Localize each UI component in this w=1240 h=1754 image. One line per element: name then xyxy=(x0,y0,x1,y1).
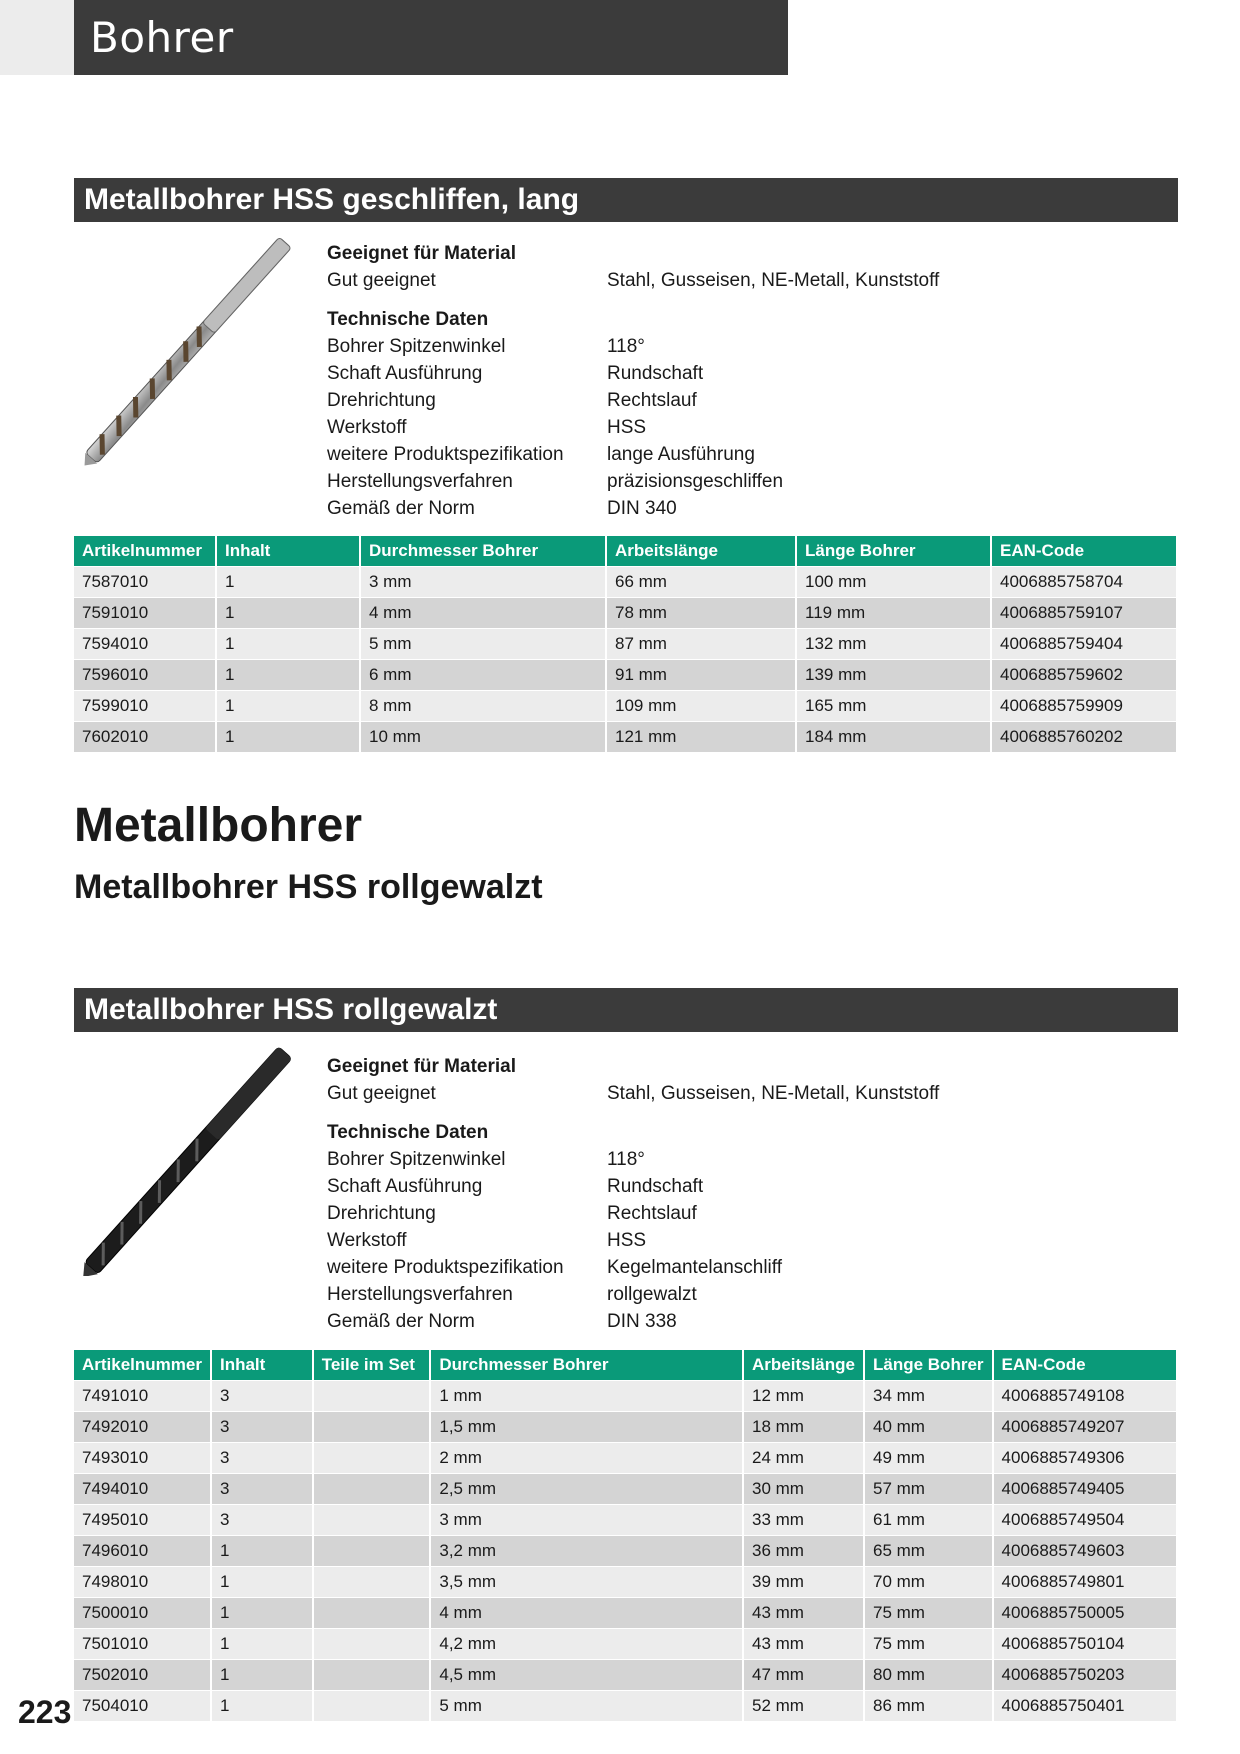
table-cell: 40 mm xyxy=(864,1412,993,1443)
table-cell: 43 mm xyxy=(743,1598,864,1629)
table-cell: 3 xyxy=(211,1505,313,1536)
table-cell: 3,2 mm xyxy=(430,1536,743,1567)
table-cell: 47 mm xyxy=(743,1660,864,1691)
table-cell: 119 mm xyxy=(796,598,991,629)
table-cell: 7596010 xyxy=(74,660,216,691)
table-row xyxy=(74,1474,1176,1505)
section1-spec-block xyxy=(327,240,967,522)
table-cell: 5 mm xyxy=(360,629,606,660)
table-row xyxy=(74,1629,1176,1660)
column-header: EAN-Code xyxy=(993,1350,1176,1381)
table-row xyxy=(74,598,1176,629)
table-row xyxy=(74,691,1176,722)
table-cell: 1,5 mm xyxy=(430,1412,743,1443)
table-cell: 10 mm xyxy=(360,722,606,753)
column-header: Durchmesser Bohrer xyxy=(360,536,606,567)
table-cell: 7491010 xyxy=(74,1381,211,1412)
table-row xyxy=(74,660,1176,691)
table-cell: 80 mm xyxy=(864,1660,993,1691)
table-cell: 52 mm xyxy=(743,1691,864,1722)
table-cell: 4006885759909 xyxy=(991,691,1176,722)
table-cell: 6 mm xyxy=(360,660,606,691)
spec-row: Gut geeignet Stahl, Gusseisen, NE-Metall, Kunststoff xyxy=(327,270,940,291)
table-cell: 3 xyxy=(211,1474,313,1505)
table-cell: 7591010 xyxy=(74,598,216,629)
table-cell: 1 xyxy=(211,1567,313,1598)
table-cell: 43 mm xyxy=(743,1629,864,1660)
table-cell: 7500010 xyxy=(74,1598,211,1629)
table-row xyxy=(74,1381,1176,1412)
material-heading: Geeignet für Material xyxy=(327,1056,516,1077)
spec-row: Gut geeignet Stahl, Gusseisen, NE-Metall, Kunststoff xyxy=(327,1083,940,1104)
table-cell: 121 mm xyxy=(606,722,796,753)
table-cell xyxy=(313,1443,431,1474)
spec-row: Gemäß der Norm DIN 338 xyxy=(327,1311,677,1332)
table-row xyxy=(74,1660,1176,1691)
table-cell xyxy=(313,1660,431,1691)
section2-article-table xyxy=(74,1350,1176,1721)
table-cell: 4006885759107 xyxy=(991,598,1176,629)
table-cell: 4,2 mm xyxy=(430,1629,743,1660)
table-cell: 7599010 xyxy=(74,691,216,722)
table-cell xyxy=(313,1536,431,1567)
table-cell: 4 mm xyxy=(360,598,606,629)
table-cell: 1 xyxy=(211,1629,313,1660)
table-cell xyxy=(313,1629,431,1660)
column-header: Durchmesser Bohrer xyxy=(430,1350,743,1381)
table-cell: 49 mm xyxy=(864,1443,993,1474)
table-cell: 1 xyxy=(216,722,360,753)
column-header: Länge Bohrer xyxy=(796,536,991,567)
table-cell: 4006885749306 xyxy=(993,1443,1176,1474)
column-header: Länge Bohrer xyxy=(864,1350,993,1381)
table-row xyxy=(74,1691,1176,1722)
table-cell: 1 xyxy=(216,691,360,722)
table-cell: 7502010 xyxy=(74,1660,211,1691)
table-row xyxy=(74,1567,1176,1598)
spec-row: Herstellungsverfahren rollgewalzt xyxy=(327,1284,697,1305)
table-cell: 132 mm xyxy=(796,629,991,660)
table-cell: 1 xyxy=(211,1691,313,1722)
tech-heading: Technische Daten xyxy=(327,309,489,330)
table-cell: 7594010 xyxy=(74,629,216,660)
table-cell: 4,5 mm xyxy=(430,1660,743,1691)
page-header-title: Bohrer xyxy=(74,0,788,75)
category-subtitle: Metallbohrer HSS rollgewalzt xyxy=(74,868,543,906)
column-header: EAN-Code xyxy=(991,536,1176,567)
table-cell: 3 xyxy=(211,1412,313,1443)
table-cell: 7495010 xyxy=(74,1505,211,1536)
table-cell: 4006885760202 xyxy=(991,722,1176,753)
table-cell: 8 mm xyxy=(360,691,606,722)
table-cell xyxy=(313,1598,431,1629)
column-header: Teile im Set xyxy=(313,1350,431,1381)
table-cell: 33 mm xyxy=(743,1505,864,1536)
table-row xyxy=(74,1505,1176,1536)
table-cell xyxy=(313,1691,431,1722)
table-cell: 1 xyxy=(211,1598,313,1629)
spec-row: Werkstoff HSS xyxy=(327,1230,647,1251)
tech-heading: Technische Daten xyxy=(327,1122,489,1143)
table-cell: 4006885749504 xyxy=(993,1505,1176,1536)
table-cell: 3 mm xyxy=(430,1505,743,1536)
table-cell: 30 mm xyxy=(743,1474,864,1505)
spec-row: Herstellungsverfahren präzisionsgeschliffen xyxy=(327,471,784,492)
table-cell: 18 mm xyxy=(743,1412,864,1443)
table-cell: 4006885749405 xyxy=(993,1474,1176,1505)
table-cell xyxy=(313,1381,431,1412)
column-header: Arbeitslänge xyxy=(606,536,796,567)
table-cell: 57 mm xyxy=(864,1474,993,1505)
table-cell: 100 mm xyxy=(796,567,991,598)
table-cell: 36 mm xyxy=(743,1536,864,1567)
table-cell: 39 mm xyxy=(743,1567,864,1598)
table-cell: 1 xyxy=(216,660,360,691)
section1-article-table xyxy=(74,536,1176,752)
table-cell: 7494010 xyxy=(74,1474,211,1505)
table-row xyxy=(74,629,1176,660)
table-cell: 1 mm xyxy=(430,1381,743,1412)
table-row xyxy=(74,1412,1176,1443)
table-cell: 4006885749603 xyxy=(993,1536,1176,1567)
table-cell: 1 xyxy=(211,1660,313,1691)
table-cell: 184 mm xyxy=(796,722,991,753)
table-row xyxy=(74,1536,1176,1567)
spec-row: Drehrichtung Rechtslauf xyxy=(327,390,697,411)
category-title: Metallbohrer xyxy=(74,799,363,852)
spec-row: Drehrichtung Rechtslauf xyxy=(327,1203,697,1224)
spec-row: Schaft Ausführung Rundschaft xyxy=(327,1176,704,1197)
table-cell: 24 mm xyxy=(743,1443,864,1474)
spec-row: Bohrer Spitzenwinkel 118° xyxy=(327,336,645,357)
table-header-row xyxy=(74,1350,1176,1381)
section2-title-bar: Metallbohrer HSS rollgewalzt xyxy=(74,988,1178,1032)
table-cell: 4006885750005 xyxy=(993,1598,1176,1629)
table-cell: 2 mm xyxy=(430,1443,743,1474)
table-cell: 91 mm xyxy=(606,660,796,691)
table-cell: 165 mm xyxy=(796,691,991,722)
table-cell: 139 mm xyxy=(796,660,991,691)
table-cell xyxy=(313,1567,431,1598)
table-row xyxy=(74,567,1176,598)
table-cell: 4006885749207 xyxy=(993,1412,1176,1443)
table-cell: 4 mm xyxy=(430,1598,743,1629)
column-header: Artikelnummer xyxy=(74,536,216,567)
table-cell: 4006885749108 xyxy=(993,1381,1176,1412)
table-cell: 4006885750104 xyxy=(993,1629,1176,1660)
table-cell: 109 mm xyxy=(606,691,796,722)
spec-row: Werkstoff HSS xyxy=(327,417,647,438)
table-cell: 7504010 xyxy=(74,1691,211,1722)
table-row xyxy=(74,1443,1176,1474)
table-cell: 4006885758704 xyxy=(991,567,1176,598)
spec-row: Schaft Ausführung Rundschaft xyxy=(327,363,704,384)
table-cell: 4006885750401 xyxy=(993,1691,1176,1722)
table-cell: 7602010 xyxy=(74,722,216,753)
table-cell: 3 xyxy=(211,1381,313,1412)
table-cell: 66 mm xyxy=(606,567,796,598)
table-cell: 7501010 xyxy=(74,1629,211,1660)
table-cell: 1 xyxy=(211,1536,313,1567)
table-cell: 4006885749801 xyxy=(993,1567,1176,1598)
table-cell: 7587010 xyxy=(74,567,216,598)
table-cell: 7493010 xyxy=(74,1443,211,1474)
table-cell: 3 mm xyxy=(360,567,606,598)
table-row xyxy=(74,722,1176,753)
table-cell: 4006885759602 xyxy=(991,660,1176,691)
drill-bit-rolled-image xyxy=(74,1046,304,1276)
table-cell: 34 mm xyxy=(864,1381,993,1412)
table-cell: 75 mm xyxy=(864,1598,993,1629)
table-cell: 4006885750203 xyxy=(993,1660,1176,1691)
table-cell: 70 mm xyxy=(864,1567,993,1598)
spec-row: Gemäß der Norm DIN 340 xyxy=(327,498,677,519)
spec-row: Bohrer Spitzenwinkel 118° xyxy=(327,1149,645,1170)
table-cell: 1 xyxy=(216,567,360,598)
table-row xyxy=(74,1598,1176,1629)
table-cell: 65 mm xyxy=(864,1536,993,1567)
table-cell xyxy=(313,1505,431,1536)
table-cell: 7498010 xyxy=(74,1567,211,1598)
table-cell: 1 xyxy=(216,629,360,660)
section2-spec-block xyxy=(327,1053,967,1335)
column-header: Artikelnummer xyxy=(74,1350,211,1381)
table-cell: 61 mm xyxy=(864,1505,993,1536)
column-header: Inhalt xyxy=(211,1350,313,1381)
table-cell: 3,5 mm xyxy=(430,1567,743,1598)
table-cell xyxy=(313,1474,431,1505)
material-heading: Geeignet für Material xyxy=(327,243,516,264)
page-number: 223 xyxy=(18,1694,72,1730)
table-cell: 5 mm xyxy=(430,1691,743,1722)
table-cell: 12 mm xyxy=(743,1381,864,1412)
table-cell: 3 xyxy=(211,1443,313,1474)
header-left-strip xyxy=(0,0,74,75)
spec-row: weitere Produktspezifikation lange Ausführung xyxy=(327,444,755,465)
table-cell: 87 mm xyxy=(606,629,796,660)
column-header: Arbeitslänge xyxy=(743,1350,864,1381)
table-cell: 1 xyxy=(216,598,360,629)
column-header: Inhalt xyxy=(216,536,360,567)
section1-title-bar: Metallbohrer HSS geschliffen, lang xyxy=(74,178,1178,222)
table-cell: 7492010 xyxy=(74,1412,211,1443)
table-cell: 86 mm xyxy=(864,1691,993,1722)
table-cell: 4006885759404 xyxy=(991,629,1176,660)
drill-bit-ground-image xyxy=(74,236,304,466)
table-cell: 7496010 xyxy=(74,1536,211,1567)
table-cell: 78 mm xyxy=(606,598,796,629)
table-cell xyxy=(313,1412,431,1443)
spec-row: weitere Produktspezifikation Kegelmantelanschliff xyxy=(327,1257,782,1278)
table-header-row xyxy=(74,536,1176,567)
table-cell: 2,5 mm xyxy=(430,1474,743,1505)
table-cell: 75 mm xyxy=(864,1629,993,1660)
